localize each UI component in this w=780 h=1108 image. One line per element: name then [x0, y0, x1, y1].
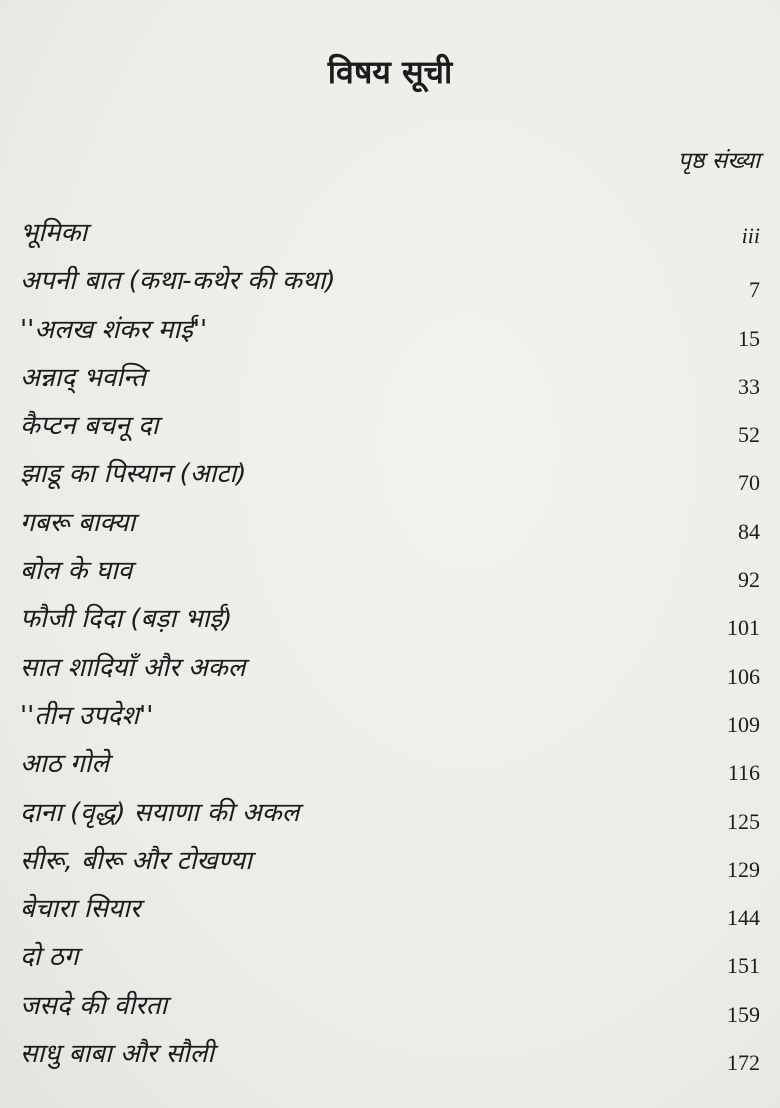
toc-entry-title: बोल के घाव: [20, 556, 133, 587]
table-of-contents: [20, 216, 760, 1085]
toc-entry-title: सीरू, बीरू और टोखण्या: [20, 845, 252, 876]
toc-entry[interactable]: [20, 602, 760, 650]
toc-entry-title: अन्नाद् भवन्ति: [20, 362, 146, 393]
toc-entry[interactable]: [20, 361, 760, 409]
toc-entry-title: सात शादियाँ और अकल: [20, 652, 246, 683]
toc-entry-page: 52: [738, 422, 760, 448]
toc-entry[interactable]: [20, 989, 760, 1037]
toc-entry-page: 7: [749, 277, 760, 303]
toc-entry-title: ''तीन उपदेश'': [20, 700, 154, 731]
toc-entry-page: 159: [727, 1001, 760, 1027]
toc-entry-title: जसदे की वीरता: [20, 990, 168, 1021]
toc-entry[interactable]: [20, 216, 760, 264]
toc-entry-title: झाडू का पिस्यान (आटा): [20, 459, 247, 490]
toc-entry-page: 33: [738, 373, 760, 399]
toc-entry-page: 15: [738, 325, 760, 351]
page-number-column-label: पृष्ठ संख्या: [677, 148, 760, 174]
toc-entry[interactable]: [20, 796, 760, 844]
toc-entry-page: iii: [741, 223, 760, 248]
toc-entry-page: 144: [727, 905, 760, 931]
toc-entry-page: 106: [727, 663, 760, 689]
toc-entry-page: 84: [738, 518, 760, 544]
toc-entry-page: 116: [727, 760, 760, 786]
toc-entry-page: 172: [727, 1050, 760, 1076]
toc-entry-title: अपनी बात (कथा-कथेर की कथा): [20, 266, 336, 297]
toc-entry[interactable]: [20, 651, 760, 699]
toc-entry[interactable]: [20, 699, 760, 747]
toc-entry-title: भूमिका: [20, 218, 88, 248]
toc-entry-title: गबरू बाक्या: [20, 507, 136, 538]
page-title: विषय सूची: [327, 53, 453, 91]
toc-entry-title: फौजी दिदा (बड़ा भाई): [20, 604, 233, 635]
toc-entry-title: आठ गोले: [20, 749, 109, 780]
toc-entry-page: 92: [738, 567, 760, 593]
toc-entry-title: बेचारा सियार: [20, 894, 141, 925]
toc-entry[interactable]: [20, 1037, 760, 1085]
toc-entry[interactable]: [20, 940, 760, 988]
toc-entry[interactable]: [20, 747, 760, 795]
toc-entry-title: ''अलख शंकर माई'': [20, 314, 208, 345]
toc-entry[interactable]: [20, 892, 760, 940]
toc-entry-title: दो ठग: [20, 942, 79, 973]
toc-entry-title: दाना (वृद्ध) सयाणा की अकल: [20, 797, 300, 828]
toc-entry-page: 125: [727, 808, 760, 834]
toc-entry-page: 101: [727, 615, 760, 641]
toc-entry-page: 70: [738, 470, 760, 496]
toc-entry-title: कैप्टन बचनू दा: [20, 411, 159, 442]
toc-entry-page: 151: [727, 953, 760, 979]
toc-entry-page: 129: [727, 856, 760, 882]
toc-entry[interactable]: [20, 264, 760, 312]
toc-entry[interactable]: [20, 844, 760, 892]
toc-entry[interactable]: [20, 409, 760, 457]
toc-entry-title: साधु बाबा और सौली: [20, 1039, 215, 1070]
toc-entry[interactable]: [20, 313, 760, 361]
toc-entry[interactable]: [20, 506, 760, 554]
toc-entry[interactable]: [20, 457, 760, 505]
toc-entry-page: 109: [727, 711, 760, 737]
toc-entry[interactable]: [20, 554, 760, 602]
